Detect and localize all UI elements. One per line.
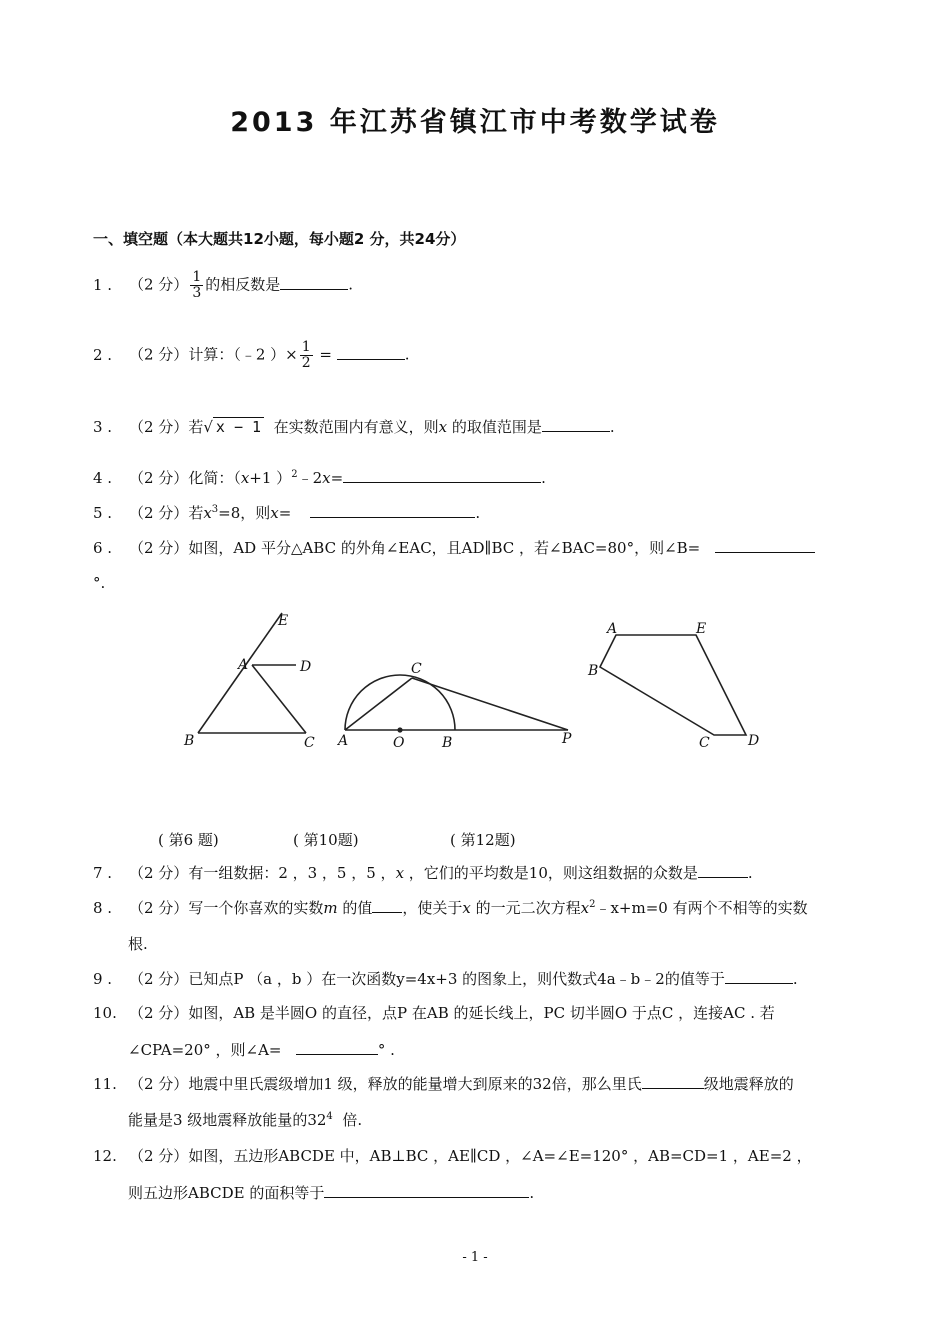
question-4: [93, 467, 546, 488]
figures-svg: [180, 605, 780, 765]
question-end: .: [792, 970, 798, 988]
point-label-a: A: [238, 657, 249, 673]
question-number: 2 .: [93, 345, 113, 364]
question-score: （2 分）: [129, 1147, 189, 1165]
radical-sign-icon: √: [203, 418, 213, 436]
answer-blank[interactable]: [372, 898, 402, 913]
question-text: 如图，五边形ABCDE 中，AB⊥BC ，AE∥CD ，∠A=∠E=120° ，AB=CD=1 ，AE=2 ，: [188, 1147, 812, 1165]
exponent: 3: [211, 504, 219, 515]
exponent: 2: [291, 469, 298, 480]
variable: x: [438, 418, 448, 436]
answer-blank[interactable]: [296, 1040, 378, 1055]
answer-blank[interactable]: [698, 863, 748, 878]
question-text-mid: 的值: [337, 899, 373, 917]
question-11: [93, 1073, 794, 1094]
point-label-b: B: [442, 735, 453, 751]
question-text: 化简：（: [188, 469, 241, 487]
figure-6: [198, 613, 306, 733]
point-label-c: C: [411, 661, 422, 677]
question-text: 若: [188, 418, 204, 436]
question-number: 6 .: [93, 539, 113, 557]
fraction-denominator: 3: [192, 285, 202, 301]
answer-blank[interactable]: [280, 275, 348, 290]
line-be: [198, 613, 282, 733]
question-number: 1 .: [93, 275, 113, 294]
question-text-cont: °.: [93, 574, 106, 592]
question-text-mid: +1 ）: [249, 469, 292, 487]
question-text-2: 级地震释放的: [703, 1075, 794, 1093]
fraction-numerator: 1: [301, 339, 311, 355]
question-end: .: [529, 1184, 535, 1202]
question-score: （2 分）: [129, 418, 189, 436]
question-score: （2 分）: [129, 469, 189, 487]
point-label-a: A: [607, 621, 618, 637]
question-number: 7 .: [93, 864, 113, 882]
question-text-cont: 根.: [128, 935, 148, 953]
figure-10-caption: ( 第10题): [293, 831, 359, 849]
variable: x: [580, 899, 590, 917]
answer-blank[interactable]: [542, 417, 610, 432]
question-score: （2 分）: [129, 504, 189, 522]
fraction: [300, 340, 313, 371]
variable: x: [322, 469, 331, 487]
point-label-e: E: [278, 613, 289, 629]
question-10: [93, 1002, 775, 1023]
question-12: [93, 1145, 812, 1166]
question-text: 计算：（﹣2 ）×: [188, 345, 298, 364]
question-1: [93, 270, 353, 301]
line-ac: [252, 665, 306, 733]
question-9: [93, 968, 798, 989]
question-text: 已知点P （a ，b ）在一次函数y=4x+3 的图象上，则代数式4a﹣b﹣2的值等于: [188, 970, 725, 988]
question-number: 4 .: [93, 469, 113, 487]
question-end: .: [348, 275, 354, 294]
question-score: （2 分）: [129, 345, 189, 364]
question-number: 10.: [93, 1004, 117, 1022]
question-text: 如图，AD 平分△ABC 的外角∠EAC，且AD∥BC ，若∠BAC=80°，则∠B=: [188, 539, 701, 557]
question-number: 3 .: [93, 418, 113, 436]
question-number: 11.: [93, 1075, 117, 1093]
question-text-mid2: ，使关于: [402, 899, 463, 917]
answer-blank[interactable]: [725, 969, 793, 984]
question-end: .: [541, 469, 546, 487]
equals-sign: =: [278, 504, 292, 522]
question-score: （2 分）: [129, 899, 189, 917]
question-text-minus: ﹣2: [297, 469, 323, 487]
variable: x: [270, 504, 279, 522]
point-label-o: O: [393, 735, 405, 751]
line-cp: [412, 678, 568, 730]
question-text-post: 的取值范围是: [447, 418, 542, 436]
question-end: .: [404, 345, 410, 364]
exponent: 2: [589, 899, 596, 910]
figure-6-caption: ( 第6 题): [158, 831, 219, 849]
figure-12-caption: ( 第12题): [450, 831, 516, 849]
question-score: （2 分）: [129, 275, 189, 294]
question-text: 有一组数据：2 ，3 ，5 ，5 ，: [188, 864, 396, 882]
question-end: .: [747, 864, 753, 882]
answer-blank[interactable]: [310, 503, 475, 518]
question-number: 5 .: [93, 504, 113, 522]
answer-blank[interactable]: [343, 468, 541, 483]
question-6: [93, 537, 815, 558]
question-text-cont: 能量是3 级地震释放能量的32: [128, 1111, 327, 1129]
point-label-p: P: [562, 731, 572, 747]
figure-12: [600, 635, 746, 735]
figure-10-labels: [336, 661, 572, 751]
answer-blank[interactable]: [642, 1074, 704, 1089]
question-number: 9 .: [93, 970, 113, 988]
variable: x: [462, 899, 471, 917]
question-text: 的相反数是: [205, 275, 281, 294]
variable: m: [323, 899, 338, 917]
question-text-mid3: 的一元二次方程: [470, 899, 581, 917]
center-point: [398, 728, 402, 732]
question-text-post: ，它们的平均数是10，则这组数据的众数是: [404, 864, 698, 882]
question-score: （2 分）: [129, 970, 189, 988]
fraction-numerator: 1: [192, 269, 202, 285]
exponent: 4: [326, 1111, 333, 1122]
radicand: x − 1: [213, 417, 264, 436]
point-label-a: A: [338, 733, 349, 749]
question-score: （2 分）: [129, 1004, 189, 1022]
point-label-b: B: [588, 663, 599, 679]
question-3: [93, 416, 615, 437]
question-number: 8 .: [93, 899, 113, 917]
question-6-cont: [93, 574, 105, 592]
square-root: [203, 418, 264, 436]
question-12-cont: [128, 1182, 534, 1203]
point-label-d: D: [748, 733, 760, 749]
variable: x: [203, 504, 212, 522]
variable: x: [395, 864, 405, 882]
equals-sign: =: [330, 469, 344, 487]
question-5: [93, 502, 480, 523]
question-score: （2 分）: [129, 539, 189, 557]
question-text: 地震中里氏震级增加1 级，释放的能量增大到原来的32倍，那么里氏: [188, 1075, 642, 1093]
figure-6-labels: [183, 613, 315, 751]
question-text-cont: ∠CPA=20° ，则∠A=: [128, 1041, 282, 1059]
question-end: ° .: [377, 1041, 395, 1059]
point-label-e: E: [696, 621, 707, 637]
question-equation: ﹣x+m=0 有两个不相等的实数: [595, 899, 808, 917]
question-text-cont: 则五边形ABCDE 的面积等于: [128, 1184, 325, 1202]
answer-blank[interactable]: [337, 345, 405, 360]
pentagon: [600, 635, 746, 735]
fraction-denominator: 2: [301, 355, 311, 371]
question-2: [93, 340, 410, 371]
point-label-b: B: [184, 733, 195, 749]
question-end: .: [609, 418, 615, 436]
figure-10: [345, 675, 568, 732]
line-ac: [345, 678, 412, 730]
question-text: 写一个你喜欢的实数: [188, 899, 324, 917]
answer-blank[interactable]: [324, 1183, 529, 1198]
page-title: 2013 年江苏省镇江市中考数学试卷: [230, 107, 720, 138]
question-number: 12.: [93, 1147, 117, 1165]
answer-blank[interactable]: [715, 538, 815, 553]
question-end: 倍.: [342, 1111, 363, 1129]
question-7: [93, 862, 753, 883]
question-8: [93, 897, 808, 918]
question-text-mid: 在实数范围内有意义，则: [273, 418, 439, 436]
question-text-mid: =8，则: [218, 504, 271, 522]
section-heading: 一、填空题（本大题共12小题，每小题2 分，共24分）: [93, 230, 466, 248]
point-label-d: D: [300, 659, 312, 675]
question-10-cont: [128, 1039, 395, 1060]
equals-sign: =: [314, 345, 337, 364]
question-score: （2 分）: [129, 1075, 189, 1093]
page-number: - 1 -: [462, 1250, 488, 1265]
question-score: （2 分）: [129, 864, 189, 882]
point-label-c: C: [699, 735, 710, 751]
fraction: [190, 270, 203, 301]
semicircle: [345, 675, 455, 730]
question-text: 如图，AB 是半圆O 的直径，点P 在AB 的延长线上，PC 切半圆O 于点C ，连接AC . 若: [188, 1004, 775, 1022]
question-8-cont: [128, 933, 148, 954]
question-end: .: [475, 504, 481, 522]
question-11-cont: [128, 1109, 362, 1130]
point-label-c: C: [304, 735, 315, 751]
question-text: 若: [188, 504, 204, 522]
variable: x: [240, 469, 250, 487]
